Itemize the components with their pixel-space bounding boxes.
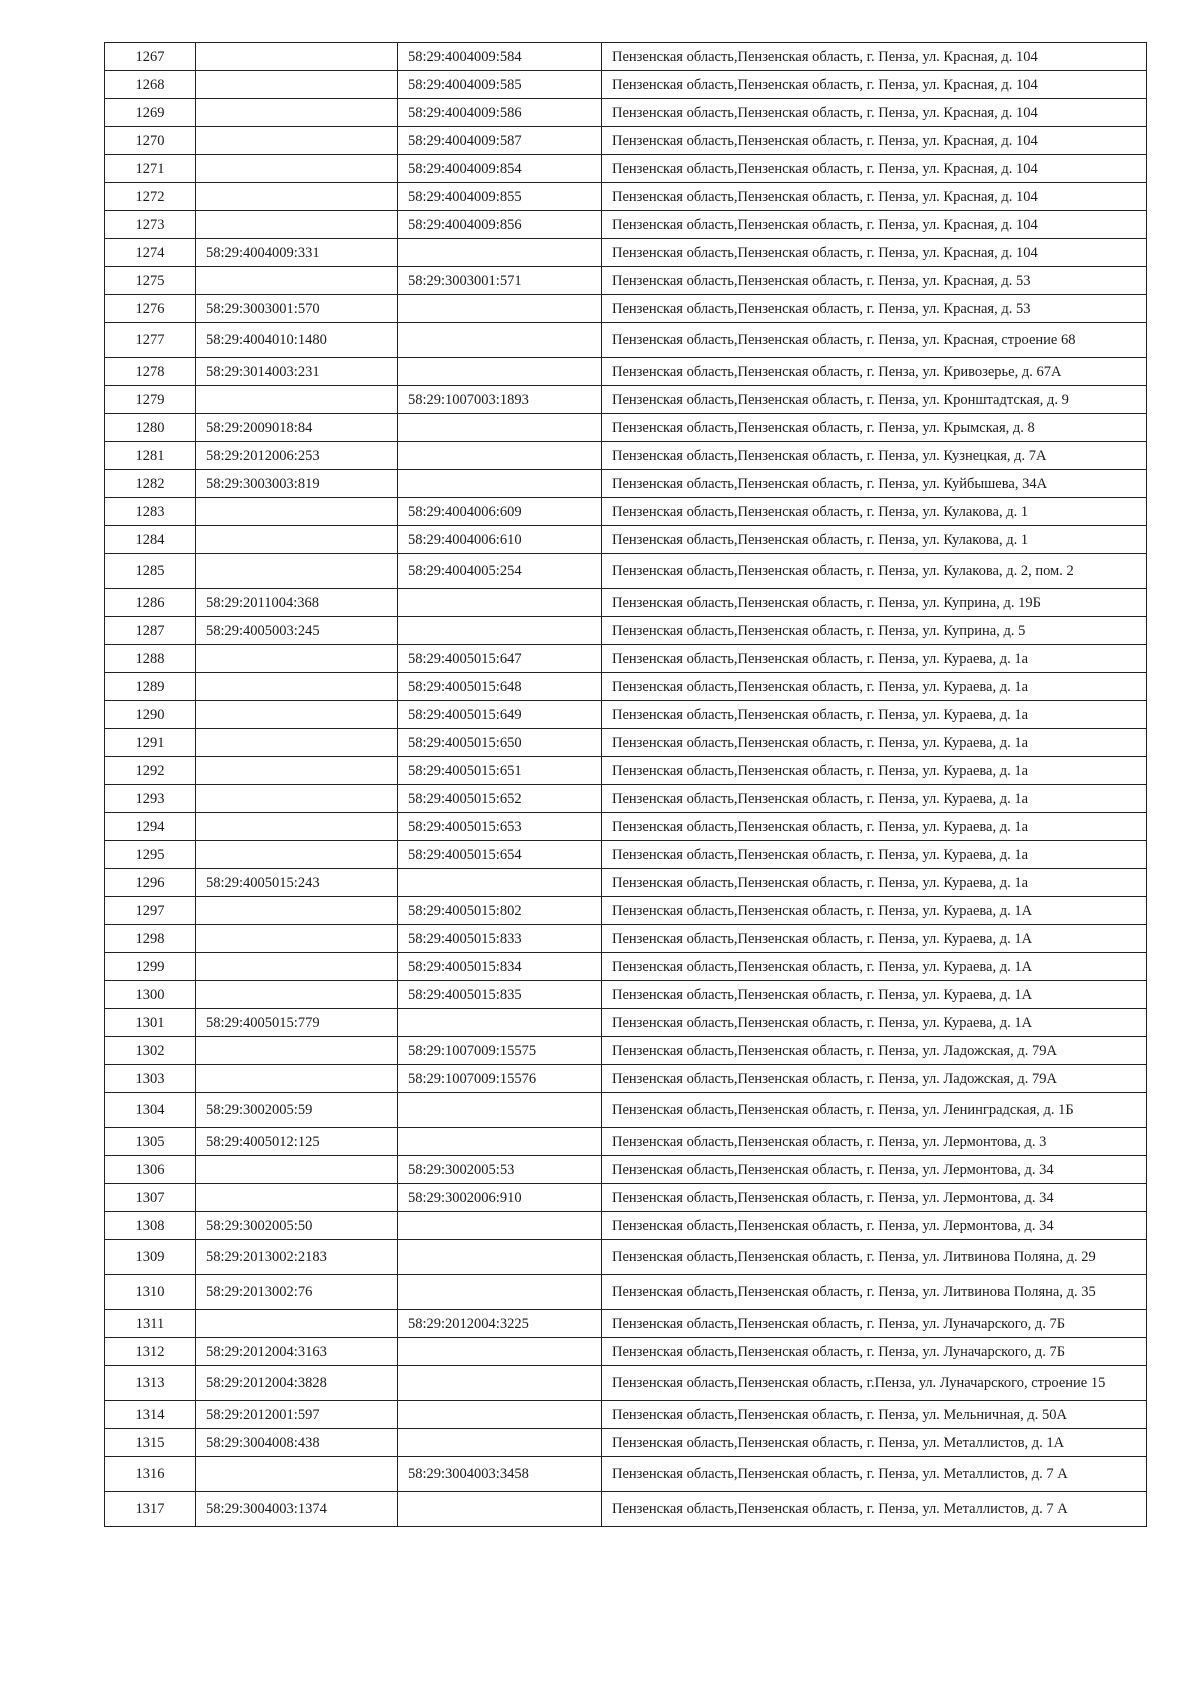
table-row [105,1009,1147,1037]
address-cell: Пензенская область,Пензенская область, г. Пенза, ул. Кураева, д. 1А [602,925,1147,953]
table-row [105,673,1147,701]
cadastral-number-cell [398,1240,602,1275]
cadastral-number-cell [196,981,398,1009]
address-cell: Пензенская область,Пензенская область, г. Пенза, ул. Красная, д. 104 [602,71,1147,99]
cadastral-number-cell: 58:29:2012004:3163 [196,1338,398,1366]
row-number-cell: 1305 [105,1128,196,1156]
cadastral-number-cell [398,323,602,358]
cadastral-number-cell: 58:29:4004009:855 [398,183,602,211]
cadastral-number-cell [196,71,398,99]
row-number-cell: 1275 [105,267,196,295]
row-number-cell: 1317 [105,1492,196,1527]
cadastral-number-cell: 58:29:4005015:650 [398,729,602,757]
row-number-cell: 1309 [105,1240,196,1275]
cadastral-number-cell [398,1401,602,1429]
table-row [105,99,1147,127]
cadastral-number-cell [196,155,398,183]
cadastral-number-cell [196,267,398,295]
table-row [105,1366,1147,1401]
cadastral-number-cell [196,127,398,155]
cadastral-number-cell: 58:29:4005015:652 [398,785,602,813]
row-number-cell: 1289 [105,673,196,701]
row-number-cell: 1281 [105,442,196,470]
table-row [105,470,1147,498]
cadastral-number-cell [196,554,398,589]
table-row [105,155,1147,183]
cadastral-number-cell [196,498,398,526]
cadastral-number-cell: 58:29:4004009:331 [196,239,398,267]
table-row [105,323,1147,358]
address-cell: Пензенская область,Пензенская область, г. Пенза, ул. Ладожская, д. 79А [602,1037,1147,1065]
cadastral-number-cell: 58:29:4005015:243 [196,869,398,897]
address-cell: Пензенская область,Пензенская область, г. Пенза, ул. Кулакова, д. 1 [602,498,1147,526]
address-cell: Пензенская область,Пензенская область, г. Пенза, ул. Красная, д. 104 [602,239,1147,267]
cadastral-number-cell: 58:29:4005015:647 [398,645,602,673]
cadastral-number-cell [196,1457,398,1492]
row-number-cell: 1312 [105,1338,196,1366]
address-cell: Пензенская область,Пензенская область, г. Пенза, ул. Кураева, д. 1А [602,953,1147,981]
table-row [105,841,1147,869]
cadastral-number-cell: 58:29:3014003:231 [196,358,398,386]
table-row [105,757,1147,785]
address-cell: Пензенская область,Пензенская область, г. Пенза, ул. Лермонтова, д. 34 [602,1184,1147,1212]
table-row [105,239,1147,267]
cadastral-number-cell [196,953,398,981]
table-row [105,785,1147,813]
cadastral-number-cell [196,785,398,813]
address-cell: Пензенская область,Пензенская область, г. Пенза, ул. Кураева, д. 1а [602,785,1147,813]
cadastral-number-cell: 58:29:2009018:84 [196,414,398,442]
row-number-cell: 1310 [105,1275,196,1310]
row-number-cell: 1290 [105,701,196,729]
row-number-cell: 1301 [105,1009,196,1037]
cadastral-number-cell: 58:29:4004010:1480 [196,323,398,358]
row-number-cell: 1315 [105,1429,196,1457]
row-number-cell: 1292 [105,757,196,785]
row-number-cell: 1299 [105,953,196,981]
row-number-cell: 1284 [105,526,196,554]
cadastral-number-cell: 58:29:4004009:586 [398,99,602,127]
cadastral-number-cell [398,1338,602,1366]
cadastral-number-cell: 58:29:2013002:2183 [196,1240,398,1275]
cadastral-number-cell: 58:29:4004009:587 [398,127,602,155]
cadastral-number-cell [398,239,602,267]
cadastral-number-cell [196,841,398,869]
cadastral-number-cell [196,211,398,239]
table-row [105,1093,1147,1128]
address-cell: Пензенская область,Пензенская область, г. Пенза, ул. Кривозерье, д. 67А [602,358,1147,386]
row-number-cell: 1286 [105,589,196,617]
cadastral-number-cell: 58:29:1007009:15575 [398,1037,602,1065]
cadastral-number-cell [196,1310,398,1338]
address-cell: Пензенская область,Пензенская область, г. Пенза, ул. Кураева, д. 1А [602,981,1147,1009]
cadastral-number-cell [196,757,398,785]
row-number-cell: 1277 [105,323,196,358]
row-number-cell: 1279 [105,386,196,414]
cadastral-number-cell [196,99,398,127]
row-number-cell: 1313 [105,1366,196,1401]
table-row [105,267,1147,295]
cadastral-number-cell: 58:29:4004009:856 [398,211,602,239]
cadastral-number-cell: 58:29:3003001:570 [196,295,398,323]
cadastral-number-cell [398,1492,602,1527]
cadastral-number-cell [398,442,602,470]
cadastral-number-cell: 58:29:4005015:802 [398,897,602,925]
row-number-cell: 1283 [105,498,196,526]
cadastral-number-cell [196,1184,398,1212]
cadastral-number-cell [398,1009,602,1037]
table-row [105,813,1147,841]
cadastral-number-cell [196,386,398,414]
row-number-cell: 1278 [105,358,196,386]
table-row [105,43,1147,71]
table-row [105,554,1147,589]
cadastral-number-cell [398,869,602,897]
row-number-cell: 1297 [105,897,196,925]
row-number-cell: 1311 [105,1310,196,1338]
table-row [105,358,1147,386]
address-cell: Пензенская область,Пензенская область, г. Пенза, ул. Красная, д. 104 [602,155,1147,183]
table-row [105,701,1147,729]
cadastral-number-cell [196,1156,398,1184]
cadastral-number-cell [196,645,398,673]
cadastral-number-cell: 58:29:4005015:653 [398,813,602,841]
table-row [105,953,1147,981]
cadastral-number-cell: 58:29:4004006:610 [398,526,602,554]
address-cell: Пензенская область,Пензенская область, г. Пенза, ул. Кураева, д. 1а [602,841,1147,869]
row-number-cell: 1267 [105,43,196,71]
cadastral-number-cell [398,617,602,645]
address-cell: Пензенская область,Пензенская область, г. Пенза, ул. Куйбышева, 34А [602,470,1147,498]
table-row [105,925,1147,953]
address-cell: Пензенская область,Пензенская область, г. Пенза, ул. Кураева, д. 1а [602,869,1147,897]
row-number-cell: 1296 [105,869,196,897]
table-row [105,1184,1147,1212]
cadastral-number-cell [196,1065,398,1093]
cadastral-number-cell [398,414,602,442]
address-cell: Пензенская область,Пензенская область, г. Пенза, ул. Металлистов, д. 7 А [602,1457,1147,1492]
cadastral-number-cell [398,470,602,498]
address-cell: Пензенская область,Пензенская область, г. Пенза, ул. Кулакова, д. 1 [602,526,1147,554]
cadastral-number-cell: 58:29:4004006:609 [398,498,602,526]
row-number-cell: 1268 [105,71,196,99]
table-row [105,183,1147,211]
row-number-cell: 1288 [105,645,196,673]
address-cell: Пензенская область,Пензенская область, г. Пенза, ул. Мельничная, д. 50А [602,1401,1147,1429]
cadastral-number-cell [398,1275,602,1310]
table-row [105,645,1147,673]
cadastral-number-cell: 58:29:3003003:819 [196,470,398,498]
table-row [105,1240,1147,1275]
address-cell: Пензенская область,Пензенская область, г. Пенза, ул. Крымская, д. 8 [602,414,1147,442]
table-row [105,1310,1147,1338]
address-cell: Пензенская область,Пензенская область, г. Пенза, ул. Красная, д. 53 [602,295,1147,323]
address-cell: Пензенская область,Пензенская область, г. Пенза, ул. Ленинградская, д. 1Б [602,1093,1147,1128]
cadastral-number-cell: 58:29:4005015:833 [398,925,602,953]
table-row [105,1212,1147,1240]
cadastral-number-cell [196,813,398,841]
address-cell: Пензенская область,Пензенская область, г. Пенза, ул. Куприна, д. 19Б [602,589,1147,617]
table-row [105,729,1147,757]
cadastral-number-cell [398,358,602,386]
address-cell: Пензенская область,Пензенская область, г. Пенза, ул. Кронштадтская, д. 9 [602,386,1147,414]
table-row [105,1492,1147,1527]
cadastral-number-cell: 58:29:4005012:125 [196,1128,398,1156]
address-cell: Пензенская область,Пензенская область, г. Пенза, ул. Красная, д. 53 [602,267,1147,295]
table-row [105,1457,1147,1492]
row-number-cell: 1308 [105,1212,196,1240]
address-cell: Пензенская область,Пензенская область, г. Пенза, ул. Кураева, д. 1а [602,701,1147,729]
cadastral-number-cell [196,897,398,925]
table-row [105,386,1147,414]
cadastral-number-cell: 58:29:2012004:3828 [196,1366,398,1401]
row-number-cell: 1269 [105,99,196,127]
cadastral-number-cell [196,729,398,757]
address-cell: Пензенская область,Пензенская область, г. Пенза, ул. Лермонтова, д. 34 [602,1212,1147,1240]
row-number-cell: 1303 [105,1065,196,1093]
cadastral-number-cell [398,589,602,617]
row-number-cell: 1295 [105,841,196,869]
row-number-cell: 1291 [105,729,196,757]
address-cell: Пензенская область,Пензенская область, г. Пенза, ул. Кураева, д. 1А [602,1009,1147,1037]
cadastral-number-cell: 58:29:2012004:3225 [398,1310,602,1338]
cadastral-number-cell: 58:29:3002005:53 [398,1156,602,1184]
address-cell: Пензенская область,Пензенская область, г. Пенза, ул. Кулакова, д. 2, пом. 2 [602,554,1147,589]
cadastral-number-cell: 58:29:3004003:3458 [398,1457,602,1492]
cadastral-number-cell: 58:29:2013002:76 [196,1275,398,1310]
cadastral-number-cell [196,925,398,953]
table-row [105,1338,1147,1366]
row-number-cell: 1273 [105,211,196,239]
row-number-cell: 1316 [105,1457,196,1492]
address-cell: Пензенская область,Пензенская область, г. Пенза, ул. Кураева, д. 1а [602,673,1147,701]
address-cell: Пензенская область,Пензенская область, г. Пенза, ул. Красная, д. 104 [602,43,1147,71]
address-cell: Пензенская область,Пензенская область, г. Пенза, ул. Металлистов, д. 1А [602,1429,1147,1457]
table-row [105,498,1147,526]
table-row [105,1065,1147,1093]
table-row [105,71,1147,99]
table-row [105,442,1147,470]
cadastral-number-cell: 58:29:4005015:649 [398,701,602,729]
cadastral-number-cell [196,526,398,554]
cadastral-number-cell [398,295,602,323]
address-cell: Пензенская область,Пензенская область, г. Пенза, ул. Литвинова Поляна, д. 29 [602,1240,1147,1275]
address-cell: Пензенская область,Пензенская область, г. Пенза, ул. Лермонтова, д. 3 [602,1128,1147,1156]
cadastral-number-cell [196,701,398,729]
address-cell: Пензенская область,Пензенская область, г. Пенза, ул. Кузнецкая, д. 7А [602,442,1147,470]
address-cell: Пензенская область,Пензенская область, г. Пенза, ул. Кураева, д. 1а [602,813,1147,841]
cadastral-number-cell [398,1093,602,1128]
cadastral-number-cell [398,1429,602,1457]
cadastral-number-cell [398,1366,602,1401]
address-cell: Пензенская область,Пензенская область, г. Пенза, ул. Красная, д. 104 [602,183,1147,211]
row-number-cell: 1306 [105,1156,196,1184]
cadastral-number-cell: 58:29:4005015:648 [398,673,602,701]
cadastral-number-cell: 58:29:4005003:245 [196,617,398,645]
registry-table-body [105,43,1147,1527]
address-cell: Пензенская область,Пензенская область, г. Пенза, ул. Лермонтова, д. 34 [602,1156,1147,1184]
address-cell: Пензенская область,Пензенская область, г. Пенза, ул. Красная, д. 104 [602,127,1147,155]
table-row [105,869,1147,897]
table-row [105,1128,1147,1156]
table-row [105,414,1147,442]
table-row [105,981,1147,1009]
cadastral-number-cell: 58:29:4004009:585 [398,71,602,99]
row-number-cell: 1294 [105,813,196,841]
row-number-cell: 1307 [105,1184,196,1212]
address-cell: Пензенская область,Пензенская область, г. Пенза, ул. Куприна, д. 5 [602,617,1147,645]
cadastral-number-cell: 58:29:1007003:1893 [398,386,602,414]
cadastral-number-cell [398,1212,602,1240]
address-cell: Пензенская область,Пензенская область, г. Пенза, ул. Кураева, д. 1а [602,645,1147,673]
row-number-cell: 1282 [105,470,196,498]
cadastral-number-cell [196,673,398,701]
row-number-cell: 1271 [105,155,196,183]
table-row [105,1275,1147,1310]
cadastral-number-cell: 58:29:2012001:597 [196,1401,398,1429]
cadastral-number-cell: 58:29:4004009:854 [398,155,602,183]
cadastral-number-cell: 58:29:1007009:15576 [398,1065,602,1093]
cadastral-number-cell [196,43,398,71]
cadastral-number-cell [196,183,398,211]
cadastral-number-cell: 58:29:3002005:50 [196,1212,398,1240]
address-cell: Пензенская область,Пензенская область, г. Пенза, ул. Металлистов, д. 7 А [602,1492,1147,1527]
address-cell: Пензенская область,Пензенская область, г. Пенза, ул. Кураева, д. 1а [602,757,1147,785]
row-number-cell: 1314 [105,1401,196,1429]
table-row [105,1401,1147,1429]
address-cell: Пензенская область,Пензенская область, г. Пенза, ул. Кураева, д. 1А [602,897,1147,925]
cadastral-number-cell: 58:29:4005015:835 [398,981,602,1009]
address-cell: Пензенская область,Пензенская область, г.Пенза, ул. Луначарского, строение 15 [602,1366,1147,1401]
address-cell: Пензенская область,Пензенская область, г. Пенза, ул. Кураева, д. 1а [602,729,1147,757]
cadastral-number-cell: 58:29:3002005:59 [196,1093,398,1128]
table-row [105,589,1147,617]
cadastral-number-cell: 58:29:3002006:910 [398,1184,602,1212]
row-number-cell: 1285 [105,554,196,589]
cadastral-number-cell: 58:29:4004009:584 [398,43,602,71]
cadastral-number-cell: 58:29:4005015:779 [196,1009,398,1037]
row-number-cell: 1272 [105,183,196,211]
cadastral-number-cell: 58:29:4005015:651 [398,757,602,785]
address-cell: Пензенская область,Пензенская область, г. Пенза, ул. Ладожская, д. 79А [602,1065,1147,1093]
address-cell: Пензенская область,Пензенская область, г. Пенза, ул. Луначарского, д. 7Б [602,1310,1147,1338]
cadastral-number-cell: 58:29:3004008:438 [196,1429,398,1457]
address-cell: Пензенская область,Пензенская область, г. Пенза, ул. Красная, д. 104 [602,99,1147,127]
cadastral-number-cell: 58:29:4004005:254 [398,554,602,589]
table-row [105,127,1147,155]
cadastral-number-cell [398,1128,602,1156]
row-number-cell: 1293 [105,785,196,813]
row-number-cell: 1280 [105,414,196,442]
cadastral-number-cell [196,1037,398,1065]
table-row [105,1037,1147,1065]
registry-table [104,42,1147,1527]
cadastral-number-cell: 58:29:4005015:834 [398,953,602,981]
cadastral-number-cell: 58:29:3004003:1374 [196,1492,398,1527]
table-row [105,211,1147,239]
row-number-cell: 1276 [105,295,196,323]
cadastral-number-cell: 58:29:4005015:654 [398,841,602,869]
table-row [105,526,1147,554]
row-number-cell: 1300 [105,981,196,1009]
cadastral-number-cell: 58:29:3003001:571 [398,267,602,295]
address-cell: Пензенская область,Пензенская область, г. Пенза, ул. Луначарского, д. 7Б [602,1338,1147,1366]
table-row [105,897,1147,925]
row-number-cell: 1274 [105,239,196,267]
table-row [105,617,1147,645]
address-cell: Пензенская область,Пензенская область, г. Пенза, ул. Красная, строение 68 [602,323,1147,358]
row-number-cell: 1287 [105,617,196,645]
table-row [105,295,1147,323]
row-number-cell: 1304 [105,1093,196,1128]
cadastral-number-cell: 58:29:2011004:368 [196,589,398,617]
table-row [105,1156,1147,1184]
cadastral-number-cell: 58:29:2012006:253 [196,442,398,470]
address-cell: Пензенская область,Пензенская область, г. Пенза, ул. Красная, д. 104 [602,211,1147,239]
row-number-cell: 1270 [105,127,196,155]
row-number-cell: 1302 [105,1037,196,1065]
table-row [105,1429,1147,1457]
row-number-cell: 1298 [105,925,196,953]
address-cell: Пензенская область,Пензенская область, г. Пенза, ул. Литвинова Поляна, д. 35 [602,1275,1147,1310]
